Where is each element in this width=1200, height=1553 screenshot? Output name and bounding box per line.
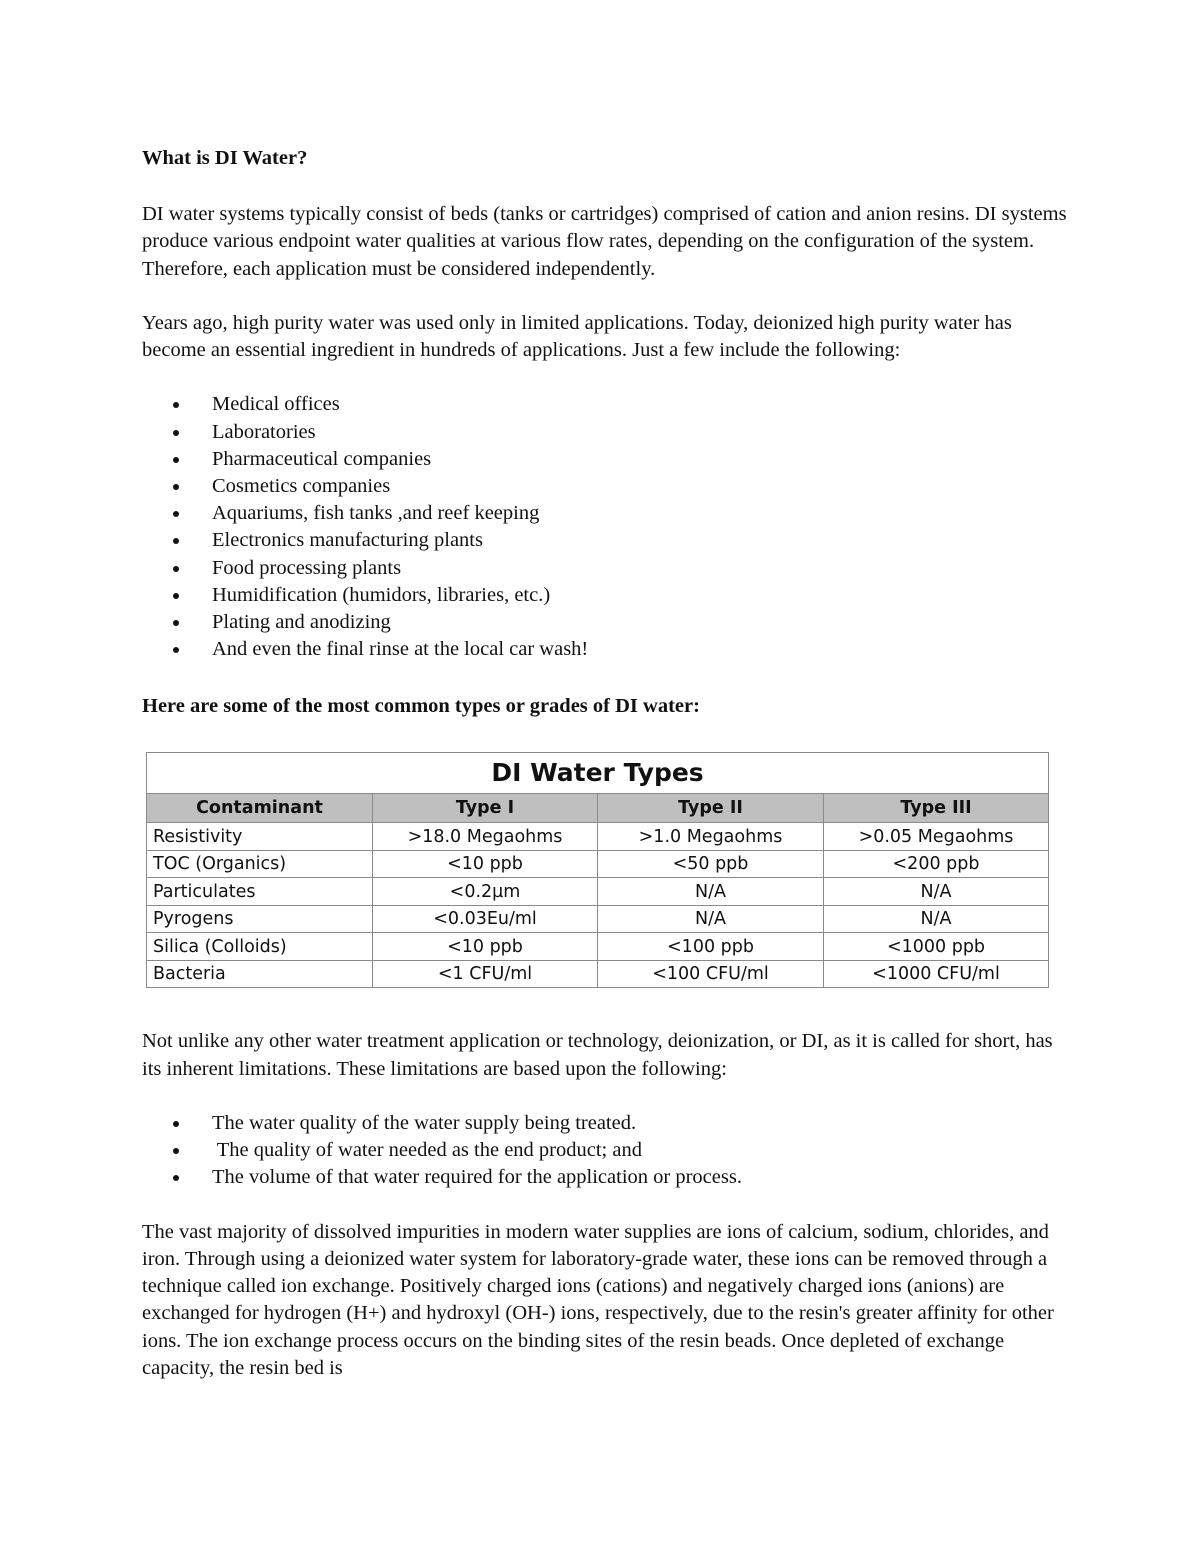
list-item: Laboratories bbox=[142, 419, 1072, 446]
table-title: DI Water Types bbox=[147, 753, 1049, 794]
list-item: Food processing plants bbox=[142, 555, 1072, 582]
table-row bbox=[147, 850, 1049, 878]
table-cell: <1000 CFU/ml bbox=[824, 960, 1049, 988]
table-row bbox=[147, 905, 1049, 933]
list-item: The water quality of the water supply being treated. bbox=[142, 1110, 1072, 1137]
table-cell: N/A bbox=[824, 878, 1049, 906]
spacer bbox=[142, 283, 1072, 310]
document-page bbox=[142, 142, 1072, 1382]
bullet-icon bbox=[173, 1148, 179, 1154]
bullet-icon bbox=[173, 511, 179, 517]
table-cell: Silica (Colloids) bbox=[147, 933, 373, 961]
bullet-icon bbox=[173, 538, 179, 544]
bullet-icon bbox=[173, 647, 179, 653]
table-cell: Pyrogens bbox=[147, 905, 373, 933]
table-cell: Resistivity bbox=[147, 823, 373, 851]
list-item: Cosmetics companies bbox=[142, 473, 1072, 500]
table-cell: <0.03Eu/ml bbox=[373, 905, 598, 933]
bullet-icon bbox=[173, 484, 179, 490]
column-header: Type II bbox=[598, 794, 824, 823]
table-cell: <100 CFU/ml bbox=[598, 960, 824, 988]
di-water-types-table bbox=[146, 752, 1049, 988]
list-item: Aquariums, fish tanks ,and reef keeping bbox=[142, 500, 1072, 527]
table-cell: <1 CFU/ml bbox=[373, 960, 598, 988]
list-item: Medical offices bbox=[142, 391, 1072, 418]
limitations-list bbox=[142, 1110, 1072, 1192]
bullet-icon bbox=[173, 402, 179, 408]
list-item: Electronics manufacturing plants bbox=[142, 527, 1072, 554]
column-header: Contaminant bbox=[147, 794, 373, 823]
page-heading: What is DI Water? bbox=[142, 147, 308, 169]
table-cell: <1000 ppb bbox=[824, 933, 1049, 961]
table-cell: >1.0 Megaohms bbox=[598, 823, 824, 851]
table-cell: N/A bbox=[598, 878, 824, 906]
spacer bbox=[142, 174, 1072, 201]
di-water-types-table-container bbox=[146, 752, 1048, 988]
spacer bbox=[142, 663, 1072, 690]
spacer bbox=[142, 1083, 1072, 1110]
table-row bbox=[147, 960, 1049, 988]
table-cell: >0.05 Megaohms bbox=[824, 823, 1049, 851]
table-cell: TOC (Organics) bbox=[147, 850, 373, 878]
column-header: Type III bbox=[824, 794, 1049, 823]
spacer bbox=[142, 364, 1072, 391]
applications-intro-paragraph: Years ago, high purity water was used only in limited applications. Today, deionized high purity water has become an essential ingredient in hundreds of applications. Just a few include the following: bbox=[142, 311, 1012, 362]
table-cell: Bacteria bbox=[147, 960, 373, 988]
bullet-icon bbox=[173, 1175, 179, 1181]
table-cell: <100 ppb bbox=[598, 933, 824, 961]
table-cell: <0.2µm bbox=[373, 878, 598, 906]
ion-exchange-paragraph: The vast majority of dissolved impurities in modern water supplies are ions of calcium, sodium, chlorides, and iron. Through using a deionized water system for laboratory-grade water, these ions can be removed through a technique called ion exchange. Positively charged ions (cations) and negatively charged ions (anions) are exchanged for hydrogen (H+) and hydroxyl (OH-) ions, respectively, due to the resin's greater affinity for other ions. The ion exchange process occurs on the binding sites of the resin beads. Once depleted of exchange capacity, the resin bed is bbox=[142, 1220, 1054, 1379]
list-item: Humidification (humidors, libraries, etc.) bbox=[142, 582, 1072, 609]
table-row bbox=[147, 878, 1049, 906]
table-row bbox=[147, 933, 1049, 961]
applications-list bbox=[142, 391, 1072, 663]
bullet-icon bbox=[173, 430, 179, 436]
spacer bbox=[142, 988, 1072, 1028]
list-item: And even the final rinse at the local car wash! bbox=[142, 636, 1072, 663]
table-cell: <10 ppb bbox=[373, 933, 598, 961]
bullet-icon bbox=[173, 457, 179, 463]
bullet-icon bbox=[173, 593, 179, 599]
bullet-icon bbox=[173, 620, 179, 626]
table-cell: N/A bbox=[824, 905, 1049, 933]
table-row bbox=[147, 823, 1049, 851]
table-cell: <200 ppb bbox=[824, 850, 1049, 878]
bullet-icon bbox=[173, 1121, 179, 1127]
table-cell: N/A bbox=[598, 905, 824, 933]
list-item: Pharmaceutical companies bbox=[142, 446, 1072, 473]
table-header-row bbox=[147, 794, 1049, 823]
types-heading: Here are some of the most common types or grades of DI water: bbox=[142, 695, 700, 718]
list-item: The volume of that water required for the application or process. bbox=[142, 1164, 1072, 1191]
spacer bbox=[142, 1192, 1072, 1219]
list-item: Plating and anodizing bbox=[142, 609, 1072, 636]
column-header: Type I bbox=[373, 794, 598, 823]
bullet-icon bbox=[173, 566, 179, 572]
table-cell: <10 ppb bbox=[373, 850, 598, 878]
intro-paragraph: DI water systems typically consist of beds (tanks or cartridges) comprised of cation and anion resins. DI systems produce various endpoint water qualities at various flow rates, depending on the configuration of the system. Therefore, each application must be considered independently. bbox=[142, 203, 1067, 280]
table-cell: Particulates bbox=[147, 878, 373, 906]
list-item: The quality of water needed as the end product; and bbox=[142, 1137, 1072, 1164]
table-cell: <50 ppb bbox=[598, 850, 824, 878]
limitations-intro-paragraph: Not unlike any other water treatment application or technology, deionization, or DI, as it is called for short, has its inherent limitations. These limitations are based upon the following: bbox=[142, 1030, 1053, 1080]
table-cell: >18.0 Megaohms bbox=[373, 823, 598, 851]
